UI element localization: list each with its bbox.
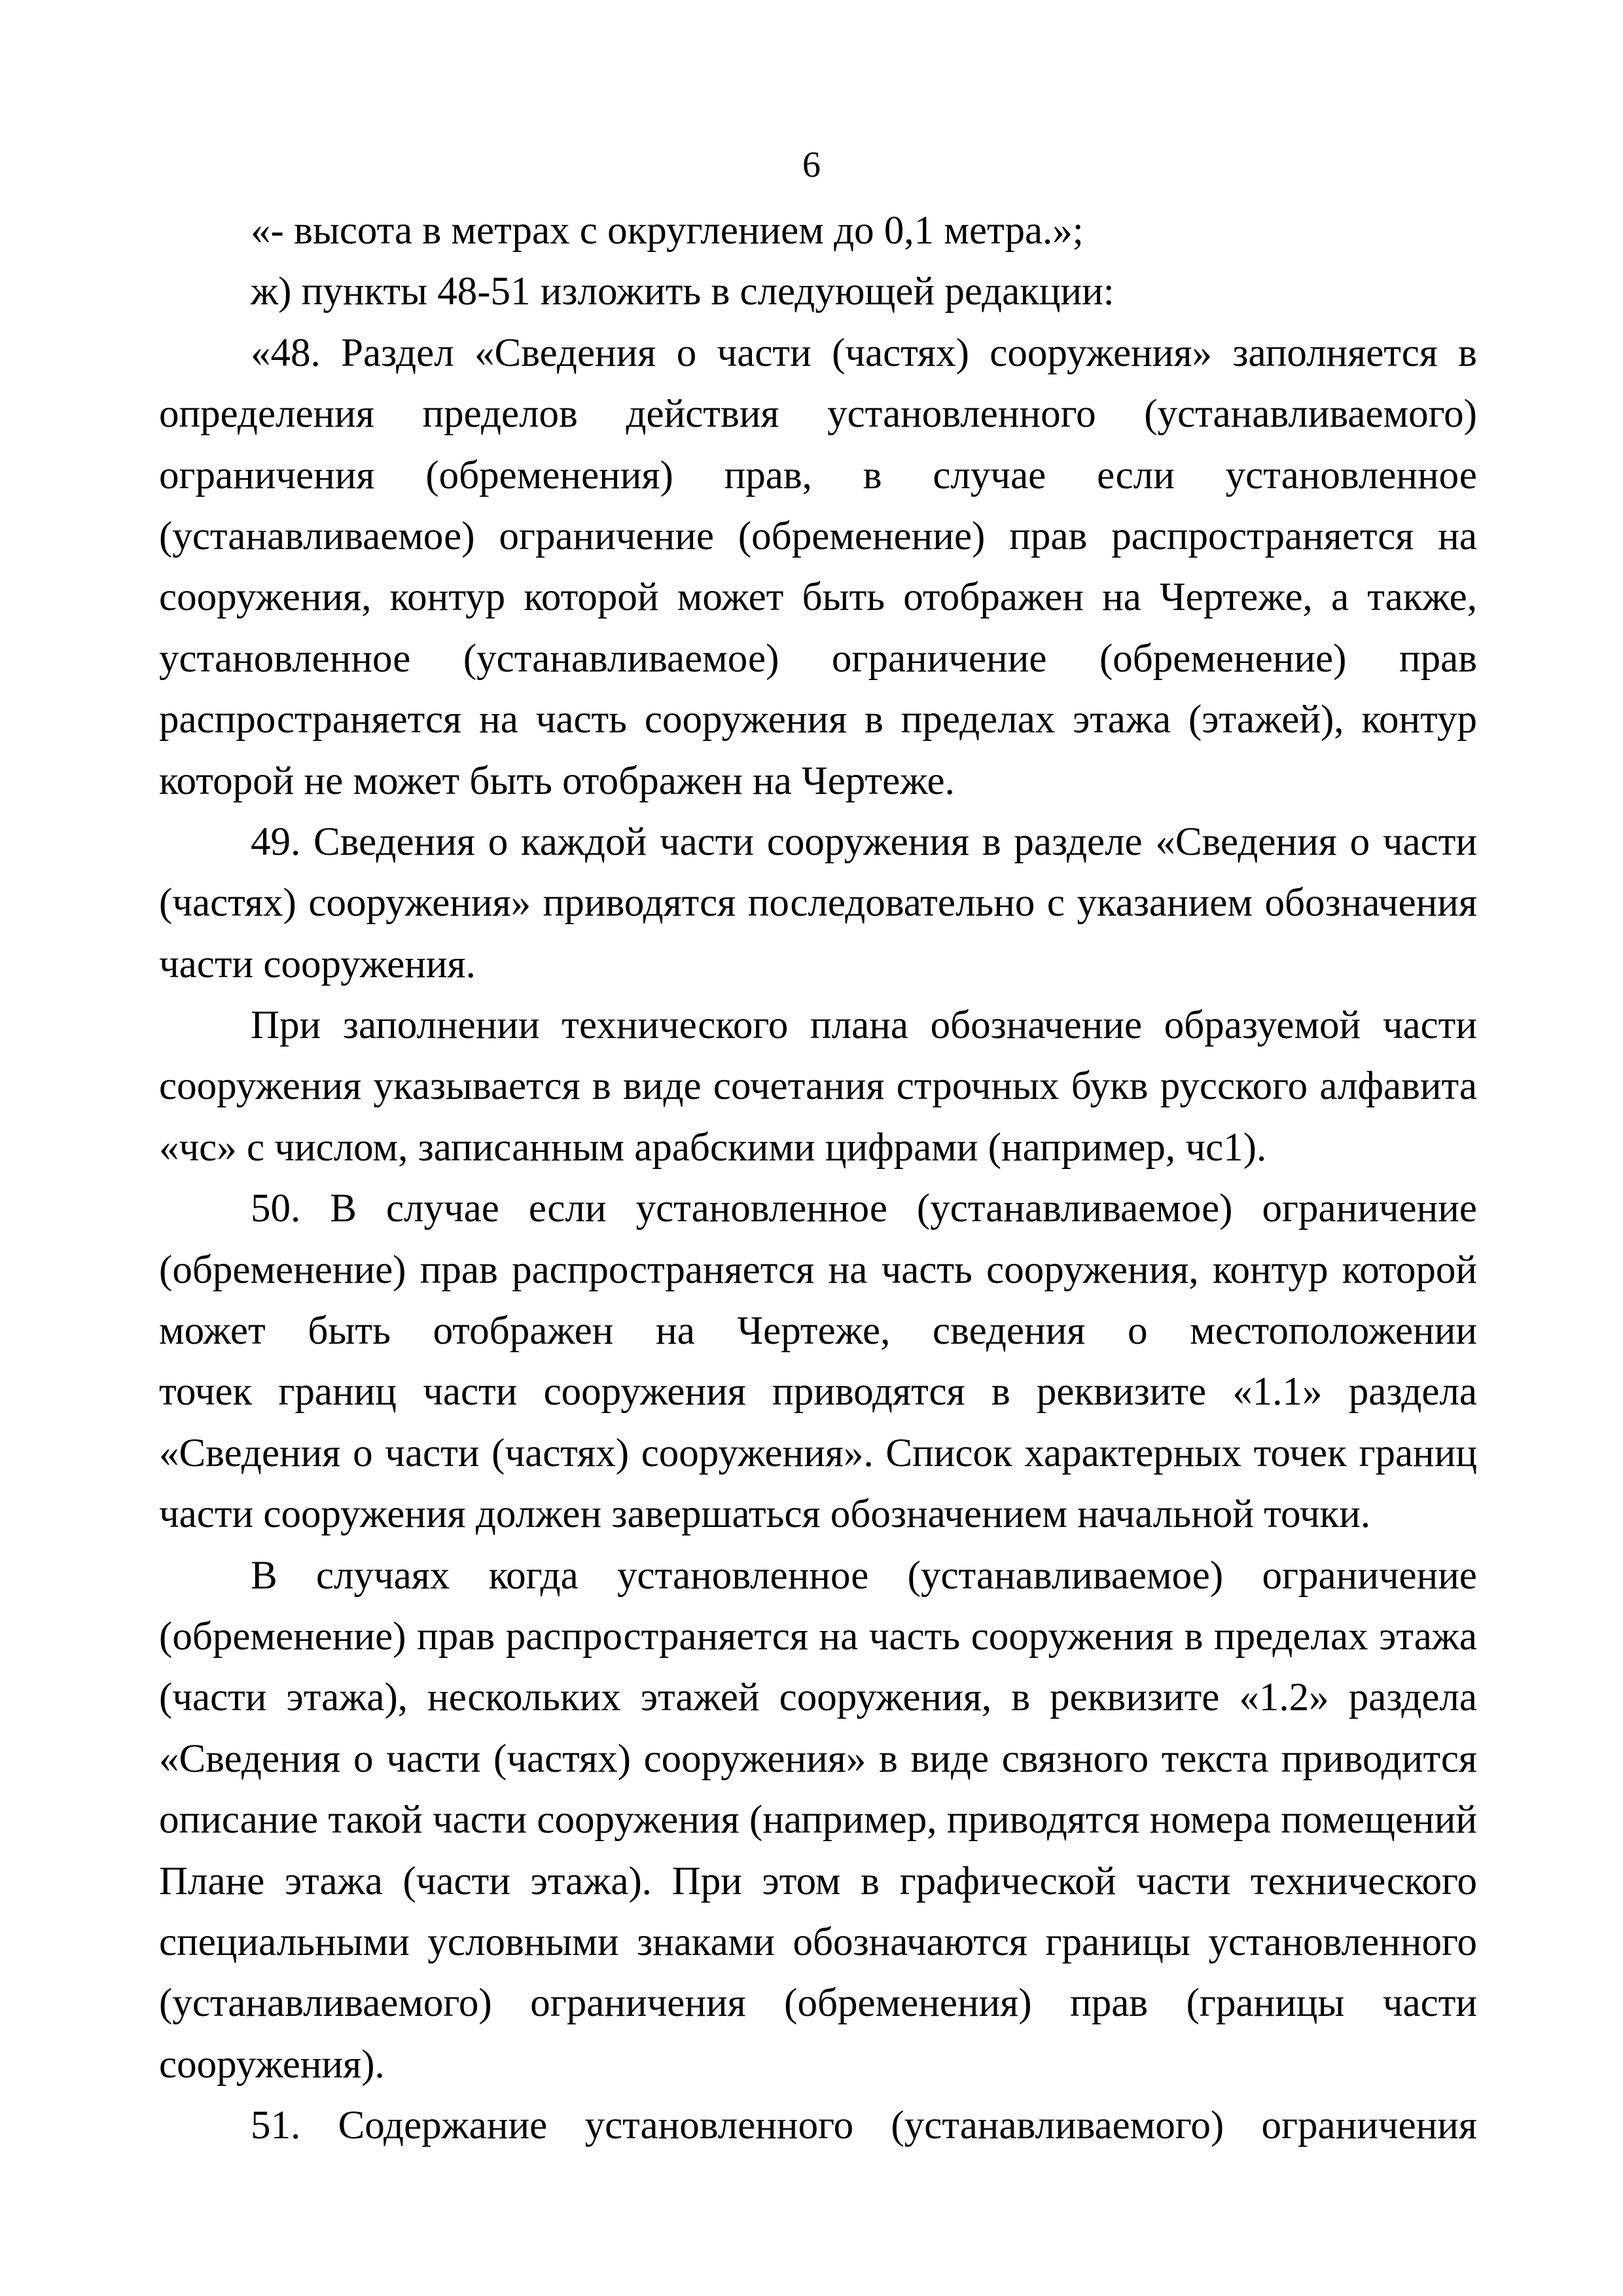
text-line: 50. В случае если установленное (устанавливаемое) ограничение bbox=[251, 1187, 1477, 1231]
text-line: которой не может быть отображен на Чертеже. bbox=[159, 759, 955, 803]
text-line: Плане этажа (части этажа). При этом в графической части технического bbox=[159, 1859, 1477, 1903]
text-line: сооружения). bbox=[159, 2042, 385, 2087]
text-line: сооружения указывается в виде сочетания строчных букв русского алфавита bbox=[159, 1064, 1477, 1109]
document-body bbox=[159, 200, 1477, 2157]
paragraph bbox=[159, 200, 1477, 261]
text-line: может быть отображен на Чертеже, сведения о местоположении bbox=[159, 1309, 1477, 1354]
text-line: «чс» с числом, записанным арабскими цифрами (например, чс1). bbox=[159, 1125, 1267, 1170]
text-line: «Сведения о части (частях) сооружения». Список характерных точек границ bbox=[159, 1431, 1477, 1475]
text-line: «- высота в метрах с округлением до 0,1 метра.»; bbox=[251, 209, 1084, 253]
text-line: ж) пункты 48-51 изложить в следующей редакции: bbox=[251, 270, 1115, 314]
paragraph bbox=[159, 812, 1477, 995]
paragraph bbox=[159, 1178, 1477, 1545]
text-line: распространяется на часть сооружения в пределах этажа (этажей), контур bbox=[159, 698, 1477, 742]
paragraph bbox=[159, 995, 1477, 1178]
text-line: 51. Содержание установленного (устанавливаемого) ограничения bbox=[251, 2104, 1477, 2148]
text-line: 49. Сведения о каждой части сооружения в разделе «Сведения о части bbox=[251, 819, 1477, 864]
text-line: (устанавливаемое) ограничение (обременение) прав распространяется на bbox=[159, 514, 1477, 558]
text-line: определения пределов действия установленного (устанавливаемого) bbox=[159, 392, 1477, 437]
page-number: 6 bbox=[802, 145, 821, 185]
text-line: установленное (устанавливаемое) ограничение (обременение) прав bbox=[159, 636, 1477, 681]
paragraph bbox=[159, 323, 1477, 812]
text-line: ограничения (обременения) прав, в случае если установленное bbox=[159, 453, 1477, 497]
text-line: В случаях когда установленное (устанавливаемое) ограничение bbox=[251, 1553, 1477, 1598]
text-line: (обременение) прав распространяется на часть сооружения в пределах этажа bbox=[159, 1614, 1477, 1659]
text-line: «Сведения о части (частях) сооружения» в виде связного текста приводится bbox=[159, 1736, 1477, 1781]
text-line: части сооружения должен завершаться обозначением начальной точки. bbox=[159, 1492, 1371, 1537]
text-line: сооружения, контур которой может быть отображен на Чертеже, а также, bbox=[159, 575, 1477, 620]
text-line: (частях) сооружения» приводятся последовательно с указанием обозначения bbox=[159, 881, 1477, 925]
text-line: части сооружения. bbox=[159, 942, 476, 986]
paragraph bbox=[159, 1545, 1477, 2096]
text-line: При заполнении технического плана обозначение образуемой части bbox=[251, 1003, 1477, 1048]
text-line: (части этажа), нескольких этажей сооружения, в реквизите «1.2» раздела bbox=[159, 1676, 1477, 1720]
text-line: описание такой части сооружения (например, приводятся номера помещений bbox=[159, 1798, 1477, 1842]
text-line: (устанавливаемого) ограничения (обременения) прав (границы части bbox=[159, 1981, 1477, 2026]
text-line: специальными условными знаками обозначаются границы установленного bbox=[159, 1920, 1477, 1964]
text-line: точек границ части сооружения приводятся в реквизите «1.1» раздела bbox=[159, 1370, 1477, 1414]
paragraph bbox=[159, 2095, 1477, 2156]
text-line: (обременение) прав распространяется на часть сооружения, контур которой bbox=[159, 1247, 1477, 1292]
paragraph bbox=[159, 261, 1477, 322]
text-line: «48. Раздел «Сведения о части (частях) сооружения» заполняется в bbox=[251, 331, 1477, 375]
